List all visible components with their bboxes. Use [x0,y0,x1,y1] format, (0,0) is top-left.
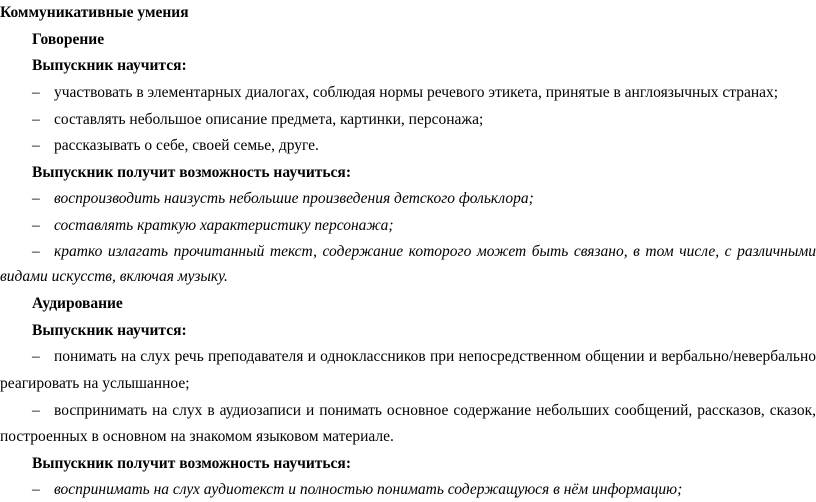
dash-bullet: – [32,84,40,101]
dash-bullet: – [32,348,40,365]
list-item-continuation: построенных в основном на знакомом языковом материале. [0,428,394,445]
list-item-line [32,402,816,420]
list-item [32,481,682,499]
speaking-will-learn-heading: Выпускник научится: [32,57,187,74]
listening-opportunity-heading: Выпускник получит возможность научиться: [32,455,351,472]
dash-bullet: – [32,481,40,498]
list-item-text: воспроизводить наизусть небольшие произведения детского фольклора; [54,190,534,207]
dash-bullet: – [32,402,40,419]
list-item-continuation: видами искусств, включая музыку. [0,268,228,285]
dash-bullet: – [32,217,40,234]
dash-bullet: – [32,190,40,207]
list-item [32,84,778,102]
speaking-heading: Говорение [32,31,105,48]
list-item [32,217,394,235]
dash-bullet: – [32,243,40,260]
list-item-text: участвовать в элементарных диалогах, соблюдая нормы речевого этикета, принятые в англоязычных странах; [54,84,779,101]
list-item-text: воспринимать на слух в аудиозаписи и понимать основное содержание небольших сообщений, рассказов, сказок, [54,402,816,419]
section-title: Коммуникативные умения [0,4,189,21]
speaking-opportunity-heading: Выпускник получит возможность научиться: [32,164,351,181]
listening-will-learn-heading: Выпускник научится: [32,322,187,339]
dash-bullet: – [32,111,40,128]
list-item-line [32,243,816,261]
list-item-line [32,348,816,366]
list-item-continuation: реагировать на услышанное; [0,375,190,392]
dash-bullet: – [32,137,40,154]
list-item-text: воспринимать на слух аудиотекст и полностью понимать содержащуюся в нём информацию; [54,481,683,498]
list-item-text: понимать на слух речь преподавателя и одноклассников при непосредственном общении и вербально/невербально [54,348,816,365]
list-item-text: составлять краткую характеристику персонажа; [54,217,394,234]
list-item-text: рассказывать о себе, своей семье, друге. [54,137,319,154]
list-item-text: составлять небольшое описание предмета, картинки, персонажа; [54,111,484,128]
list-item-text: кратко излагать прочитанный текст, содержание которого может быть связано, в том числе, с различными [54,243,816,260]
list-item [32,190,534,208]
list-item [32,137,319,155]
listening-heading: Аудирование [32,295,123,312]
list-item [32,111,483,129]
